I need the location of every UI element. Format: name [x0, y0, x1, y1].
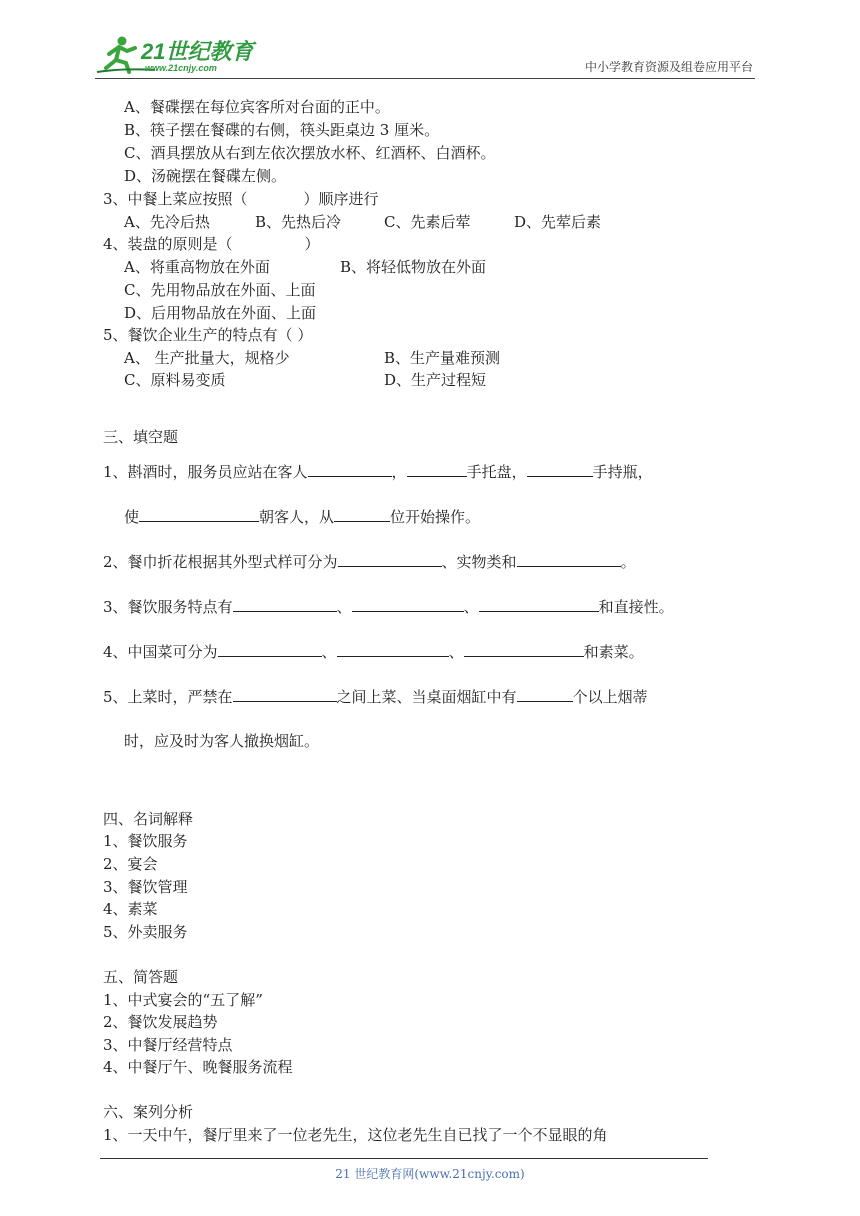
blank[interactable]: [337, 640, 449, 657]
list-item: 3、餐饮管理: [103, 878, 188, 896]
fill-1-line1: [103, 460, 653, 482]
q4-stem: [103, 233, 320, 255]
fill-1-text-b: ，: [391, 463, 407, 481]
list-item: 2、餐饮发展趋势: [103, 1013, 218, 1031]
list-item: 3、中餐厅经营特点: [103, 1036, 233, 1054]
list-item: 4、素菜: [103, 900, 158, 918]
fill-3-text-b: 、: [336, 598, 352, 616]
fill-3-text-d: 和直接性。: [598, 598, 674, 616]
platform-name: 中小学教育资源及组卷应用平台: [584, 60, 753, 74]
logo: [95, 32, 265, 76]
q4-option-a: A、将重高物放在外面: [124, 258, 270, 276]
q5-option-c: C、原料易变质: [124, 371, 226, 389]
blank[interactable]: [338, 550, 442, 567]
q4-option-b: B、将轻低物放在外面: [340, 258, 487, 276]
fill-4-text-b: 、: [321, 643, 337, 661]
fill-1-text-e: 使: [124, 508, 140, 526]
fill-3-text-c: 、: [463, 598, 479, 616]
fill-1-text-c: 手托盘，: [466, 463, 527, 481]
fill-1-line2: [124, 505, 480, 527]
list-item: 4、中餐厅午、晚餐服务流程: [103, 1058, 293, 1076]
blank[interactable]: [479, 595, 599, 612]
fill-2-text-c: 。: [620, 553, 636, 571]
fill-5-line2: 时，应及时为客人撤换烟缸。: [124, 732, 320, 750]
fill-4: [103, 640, 644, 662]
logo-url: www.21cnjy.com: [145, 63, 217, 73]
list-item: 1、一天中午，餐厅里来了一位老先生，这位老先生自已找了一个不显眼的角: [103, 1126, 608, 1144]
fill-1-text-f: 朝客人，从: [259, 508, 335, 526]
fill-4-text-d: 和素菜。: [583, 643, 644, 661]
q3-option-a: A、先冷后热: [124, 213, 210, 231]
fill-5-text-a: 5、上菜时，严禁在: [103, 688, 233, 706]
page-footer: 21 世纪教育网(www.21cnjy.com): [335, 1167, 525, 1181]
logo-text: 21世纪教育: [141, 39, 254, 64]
list-item: 2、宴会: [103, 855, 158, 873]
page-header: [95, 30, 755, 79]
blank[interactable]: [233, 685, 337, 702]
q4-stem-end: ）: [304, 235, 320, 253]
fill-2-text-b: 、实物类和: [441, 553, 517, 571]
fill-5-line1: [103, 685, 648, 707]
blank[interactable]: [517, 685, 573, 702]
section5-title: 五、简答题: [103, 968, 179, 986]
fill-1-text-d: 手持瓶，: [592, 463, 653, 481]
list-item: 5、外卖服务: [103, 923, 188, 941]
list-item: 1、餐饮服务: [103, 832, 188, 850]
q4-stem-start: 4、装盘的原则是（: [103, 235, 233, 253]
fill-1-text-a: 1、斟酒时，服务员应站在客人: [103, 463, 308, 481]
fill-5-text-b: 之间上菜、当桌面烟缸中有: [336, 688, 517, 706]
fill-2: [103, 550, 636, 572]
q3-stem-end: ）顺序进行: [303, 190, 379, 208]
q2-option-c: C、酒具摆放从右到左依次摆放水杯、红酒杯、白酒杯。: [124, 144, 496, 162]
footer-divider: [100, 1158, 708, 1159]
q3-option-d: D、先荤后素: [514, 213, 602, 231]
q3-stem: [103, 188, 379, 210]
q5-option-b: B、生产量难预测: [384, 349, 501, 367]
list-item: 1、中式宴会的“五了解”: [103, 991, 263, 1009]
blank[interactable]: [139, 505, 259, 522]
blank[interactable]: [308, 460, 392, 477]
section6-title: 六、案列分析: [103, 1103, 194, 1121]
q5-stem: 5、餐饮企业生产的特点有（ ）: [103, 326, 313, 344]
q2-option-a: A、餐碟摆在每位宾客所对台面的正中。: [124, 98, 390, 116]
fill-5-text-c: 个以上烟蒂: [572, 688, 648, 706]
blank[interactable]: [352, 595, 464, 612]
q3-option-b: B、先热后冷: [255, 213, 342, 231]
q3-option-c: C、先素后荤: [384, 213, 471, 231]
fill-1-text-g: 位开始操作。: [390, 508, 481, 526]
q2-option-b: B、筷子摆在餐碟的右侧，筷头距桌边 3 厘米。: [124, 121, 440, 139]
q4-option-c: C、先用物品放在外面、上面: [124, 281, 316, 299]
blank[interactable]: [233, 595, 337, 612]
blank[interactable]: [527, 460, 593, 477]
q5-option-d: D、生产过程短: [384, 371, 487, 389]
q4-option-d: D、后用物品放在外面、上面: [124, 304, 317, 322]
section4-title: 四、名词解释: [103, 810, 194, 828]
fill-2-text-a: 2、餐巾折花根据其外型式样可分为: [103, 553, 338, 571]
blank[interactable]: [464, 640, 584, 657]
fill-4-text-a: 4、中国菜可分为: [103, 643, 218, 661]
blank[interactable]: [334, 505, 390, 522]
fill-3-text-a: 3、餐饮服务特点有: [103, 598, 233, 616]
blank[interactable]: [218, 640, 322, 657]
q2-option-d: D、汤碗摆在餐碟左侧。: [124, 167, 287, 185]
blank[interactable]: [517, 550, 621, 567]
q3-stem-start: 3、中餐上菜应按照（: [103, 190, 248, 208]
fill-3: [103, 595, 674, 617]
blank[interactable]: [407, 460, 467, 477]
fill-4-text-c: 、: [448, 643, 464, 661]
section3-title: 三、填空题: [103, 428, 179, 446]
q5-option-a: A、 生产批量大，规格少: [124, 349, 290, 367]
